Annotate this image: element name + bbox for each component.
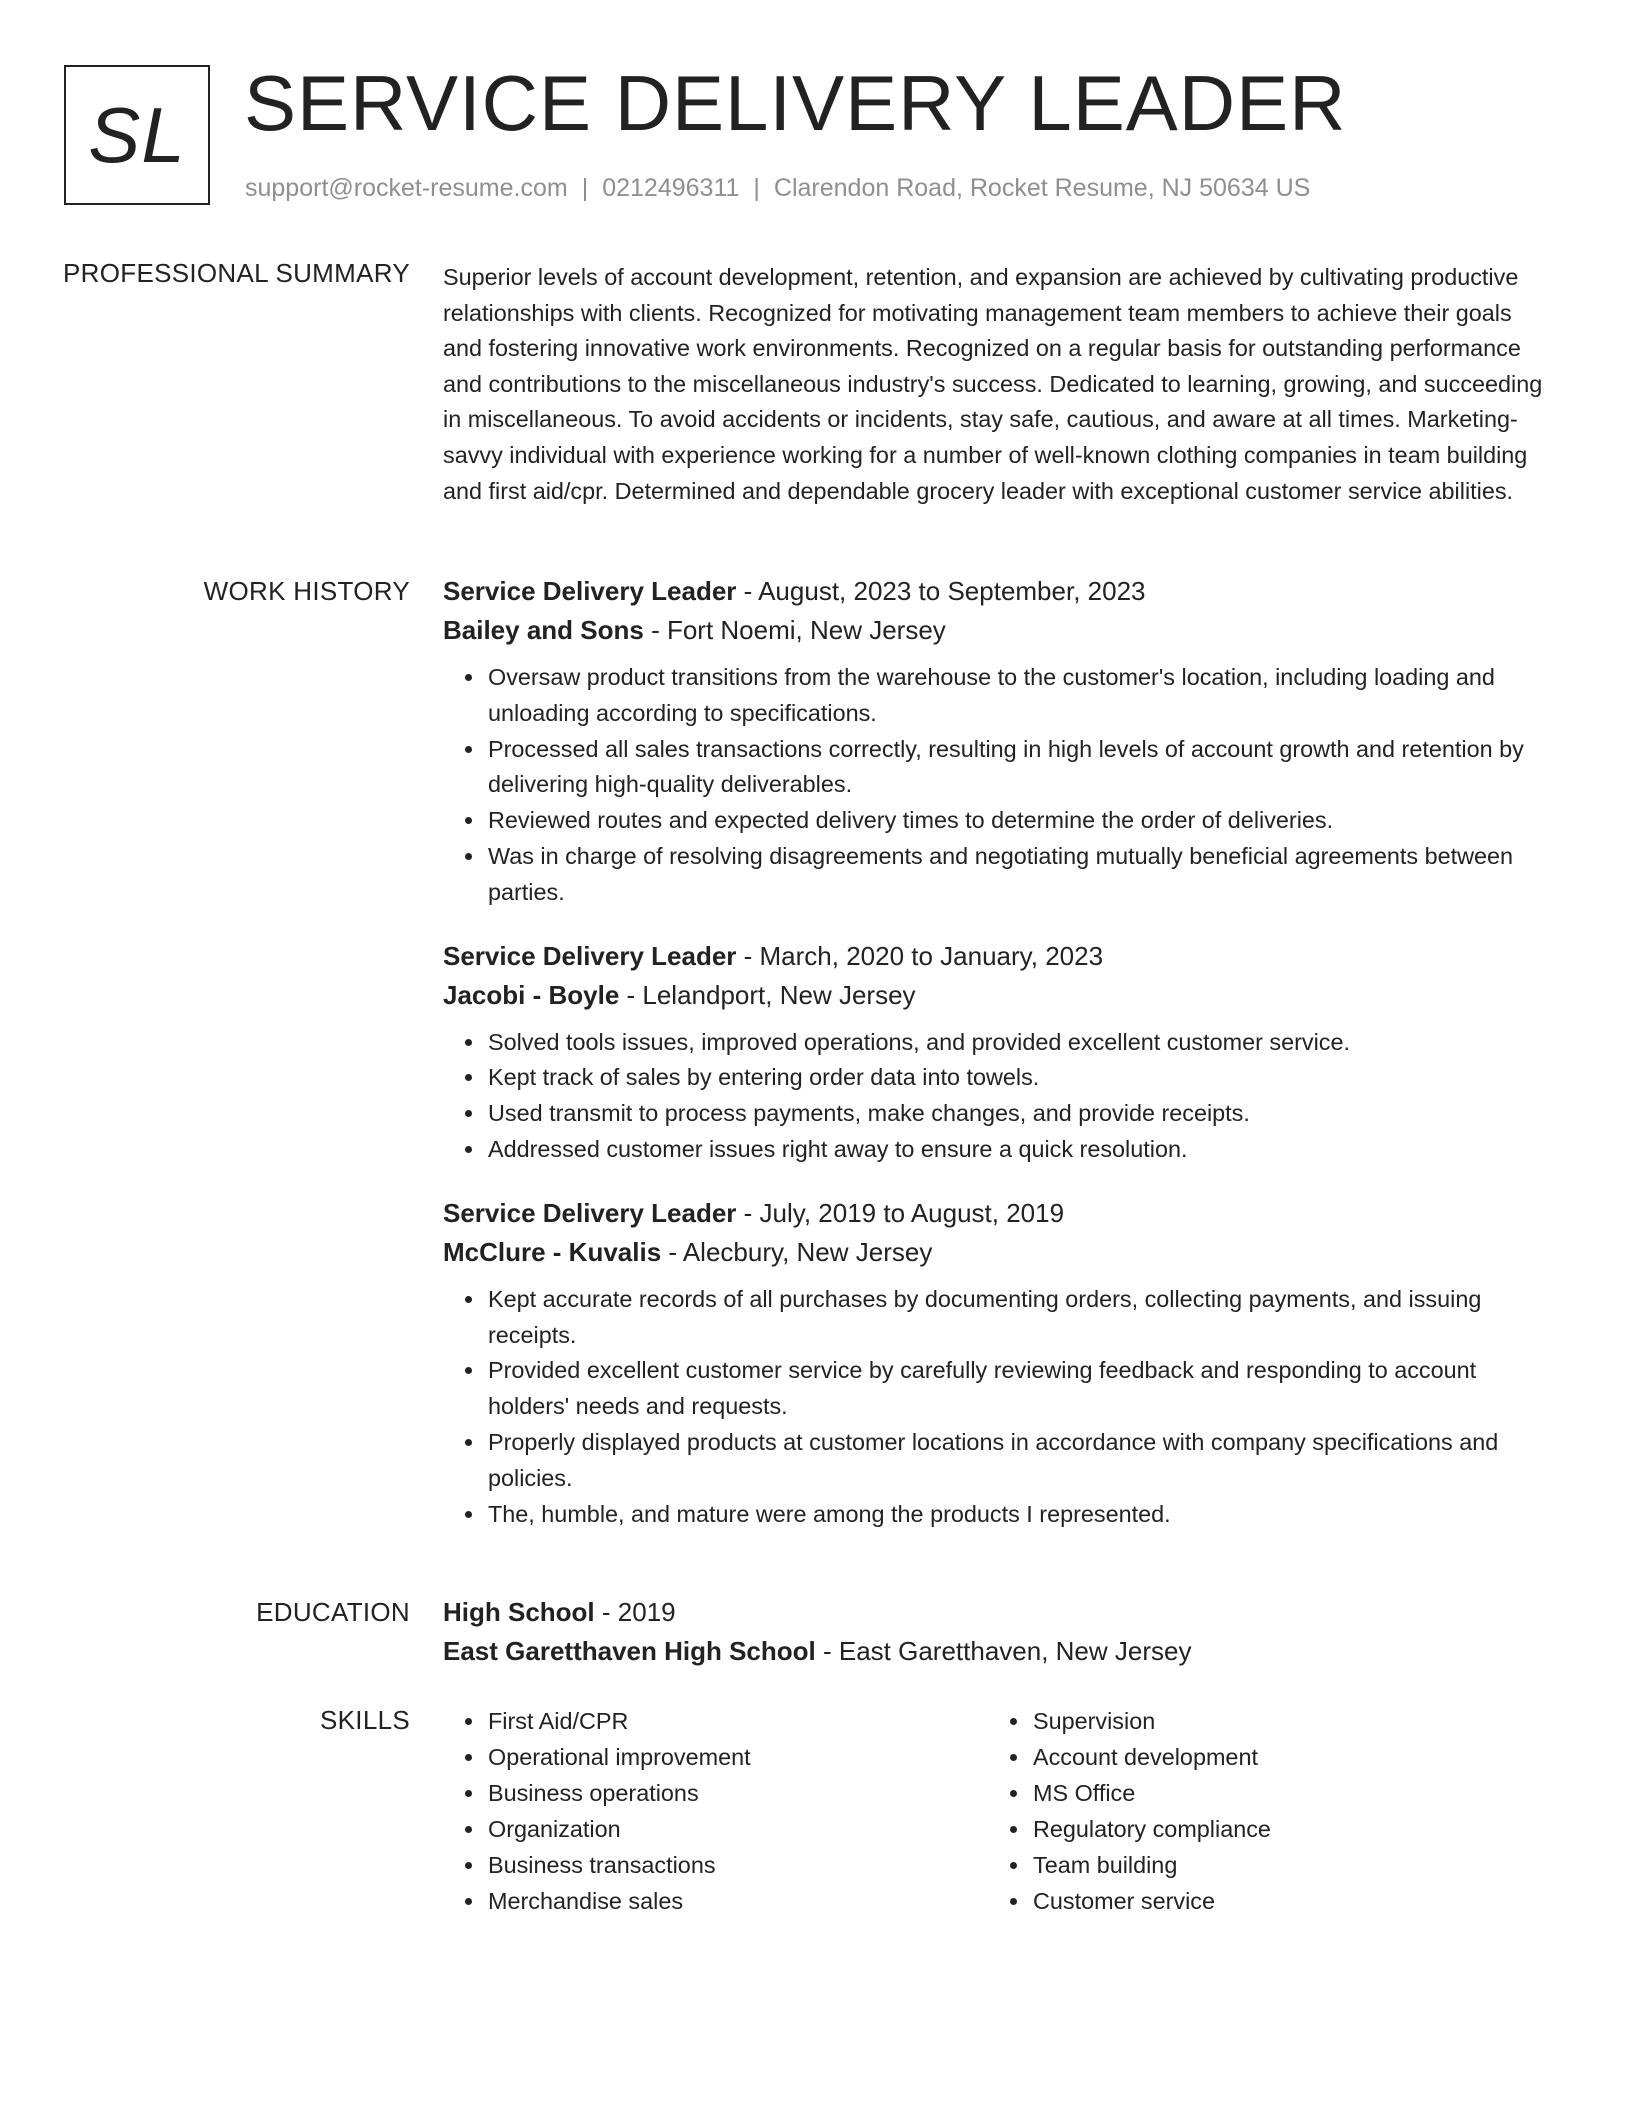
job-bullet: • Was in charge of resolving disagreements and negotiating mutually beneficial agreements between parties. — [486, 839, 1555, 911]
job-title: Service Delivery Leader — [443, 1197, 737, 1228]
education-degree-line — [443, 1593, 1555, 1632]
contact-phone: 0212496311 — [602, 174, 740, 202]
contact-address: Clarendon Road, Rocket Resume, NJ 50634 US — [773, 174, 1311, 202]
job-bullet: • Reviewed routes and expected delivery times to determine the order of deliveries. — [486, 803, 1555, 839]
job-company-line — [443, 611, 1555, 650]
skill-item: • Merchandise sales — [486, 1883, 988, 1919]
skills-list-left — [443, 1703, 988, 1919]
skill-item: • Business transactions — [486, 1847, 988, 1883]
education-year: - 2019 — [594, 1597, 676, 1627]
contact-separator: | — [581, 174, 589, 202]
job-entry — [443, 937, 1555, 1168]
job-title-line — [443, 572, 1555, 611]
education-degree: High School — [443, 1597, 595, 1627]
job-company: Bailey and Sons — [443, 615, 644, 645]
job-bullet: • Properly displayed products at customer locations in accordance with company specifications and policies. — [486, 1425, 1555, 1497]
resume-title: SERVICE DELIVERY LEADER — [244, 59, 1347, 147]
summary-text: Superior levels of account development, retention, and expansion are achieved by cultivating productive relationships with clients. Recognized for motivating management team members to achieve their goals and fostering innovative work environments. Recognized on a regular basis for outstanding performance and contributions to the miscellaneous industry's success. Dedicated to learning, growing, and succeeding in miscellaneous. To avoid accidents or incidents, stay safe, cautious, and aware at all times. Marketing-savvy individual with experience working for a number of well-known clothing companies in team building and first aid/cpr. Determined and dependable grocery leader with exceptional customer service abilities. — [443, 264, 1543, 504]
job-bullet: • Kept accurate records of all purchases by documenting orders, collecting payments, and issuing receipts. — [486, 1282, 1555, 1354]
job-bullet: • Kept track of sales by entering order data into towels. — [486, 1060, 1555, 1096]
job-bullet: • Addressed customer issues right away to ensure a quick resolution. — [486, 1132, 1555, 1168]
job-company-line — [443, 976, 1555, 1015]
skill-item: • Organization — [486, 1811, 988, 1847]
job-bullets — [443, 660, 1555, 911]
job-company-line — [443, 1233, 1555, 1272]
job-company: McClure - Kuvalis — [443, 1236, 662, 1267]
work-history-body — [443, 572, 1555, 1558]
job-bullet: • Oversaw product transitions from the warehouse to the customer's location, including loading and unloading according to specifications. — [486, 660, 1555, 732]
job-title: Service Delivery Leader — [443, 940, 737, 971]
skills-body — [443, 1703, 1555, 1919]
skill-item: • Team building — [1031, 1847, 1533, 1883]
job-location: - Alecbury, New Jersey — [661, 1236, 933, 1267]
skills-column-left — [443, 1703, 988, 1919]
education-school: East Garetthaven High School — [443, 1636, 816, 1666]
job-bullet: • Processed all sales transactions correctly, resulting in high levels of account growth and retention by delivering high-quality deliverables. — [486, 732, 1555, 804]
job-entry — [443, 572, 1555, 911]
summary-body — [443, 260, 1555, 509]
education-body — [443, 1593, 1555, 1671]
job-location: - Fort Noemi, New Jersey — [643, 615, 946, 645]
job-bullet: • Solved tools issues, improved operations, and provided excellent customer service. — [486, 1025, 1555, 1061]
job-location: - Lelandport, New Jersey — [619, 979, 916, 1010]
job-bullet: • The, humble, and mature were among the products I represented. — [486, 1497, 1555, 1533]
job-entry — [443, 1194, 1555, 1533]
section-label-work-history: WORK HISTORY — [203, 576, 410, 606]
education-location: - East Garetthaven, New Jersey — [815, 1636, 1192, 1666]
education-school-line — [443, 1632, 1555, 1671]
skills-columns — [443, 1703, 1555, 1919]
section-label-skills: SKILLS — [320, 1705, 410, 1735]
section-label-education: EDUCATION — [256, 1597, 410, 1627]
monogram-initials: SL — [88, 90, 186, 179]
job-title: Service Delivery Leader — [443, 576, 737, 606]
job-dates: - July, 2019 to August, 2019 — [736, 1197, 1065, 1228]
skill-item: • Regulatory compliance — [1031, 1811, 1533, 1847]
job-company: Jacobi - Boyle — [443, 979, 620, 1010]
skill-item: • Customer service — [1031, 1883, 1533, 1919]
skill-item: • MS Office — [1031, 1775, 1533, 1811]
job-dates: - August, 2023 to September, 2023 — [736, 576, 1146, 606]
monogram-box — [64, 65, 210, 205]
job-bullets — [443, 1282, 1555, 1533]
skill-item: • Account development — [1031, 1739, 1533, 1775]
job-bullets — [443, 1025, 1555, 1168]
skill-item: • First Aid/CPR — [486, 1703, 988, 1739]
job-bullet: • Provided excellent customer service by carefully reviewing feedback and responding to account holders' needs and requests. — [486, 1353, 1555, 1425]
contact-separator: | — [753, 174, 760, 202]
skill-item: • Business operations — [486, 1775, 988, 1811]
contact-email: support@rocket-resume.com — [245, 174, 568, 202]
skill-item: • Operational improvement — [486, 1739, 988, 1775]
skill-item: • Supervision — [1031, 1703, 1533, 1739]
skills-list-right — [988, 1703, 1533, 1919]
job-title-line — [443, 1194, 1555, 1233]
job-dates: - March, 2020 to January, 2023 — [736, 940, 1104, 971]
section-label-summary: PROFESSIONAL SUMMARY — [63, 258, 410, 288]
job-bullet: • Used transmit to process payments, make changes, and provide receipts. — [486, 1096, 1555, 1132]
contact-line — [245, 174, 1310, 203]
job-title-line — [443, 937, 1555, 976]
skills-column-right — [988, 1703, 1533, 1919]
